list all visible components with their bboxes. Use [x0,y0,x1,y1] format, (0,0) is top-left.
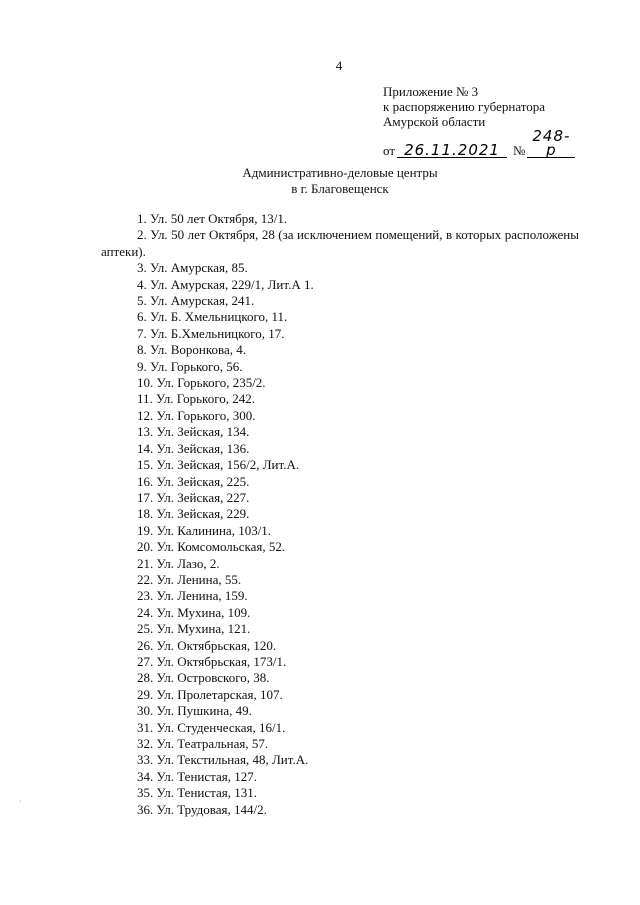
list-item-text: 31. Ул. Студенческая, 16/1. [137,719,286,735]
list-item-text: 5. Ул. Амурская, 241. [137,293,255,309]
list-item [101,802,579,818]
list-item-text: 6. Ул. Б. Хмельницкого, 11. [137,309,288,325]
appendix-block [383,84,575,158]
list-item [101,670,579,686]
list-item [101,736,579,752]
list-item-text: 30. Ул. Пушкина, 49. [137,703,252,719]
list-item-text: 13. Ул. Зейская, 134. [137,424,250,440]
list-item-text: 2. Ул. 50 лет Октября, 28 (за исключением помещений, в которых расположены аптеки). [101,227,579,259]
list-item [101,769,579,785]
list-item-text: 14. Ул. Зейская, 136. [137,440,250,456]
document-subtitle: в г. Благовещенск [291,181,389,196]
list-item-text: 9. Ул. Горького, 56. [137,358,243,374]
list-item-text: 27. Ул. Октябрьская, 173/1. [137,653,287,669]
list-item-text: 16. Ул. Зейская, 225. [137,473,250,489]
list-item-text: 26. Ул. Октябрьская, 120. [137,637,277,653]
list-item-text: 20. Ул. Комсомольская, 52. [137,539,286,555]
appendix-line-1: Приложение № 3 [383,84,479,99]
list-item-text: 19. Ул. Калинина, 103/1. [137,522,272,538]
list-item-text: 21. Ул. Лазо, 2. [137,555,220,571]
list-item [101,687,579,703]
list-item-text: 33. Ул. Текстильная, 48, Лит.А. [137,752,309,768]
list-item-text: 7. Ул. Б.Хмельницкого, 17. [137,325,285,341]
list-item [101,605,579,621]
list-item [101,391,579,407]
list-item [101,227,579,260]
list-item-text: 11. Ул. Горького, 242. [137,391,255,407]
list-item [101,474,579,490]
list-item-text: 15. Ул. Зейская, 156/2, Лит.А. [137,457,300,473]
list-item [101,572,579,588]
handwritten-number: 248-р [527,129,575,158]
appendix-line-2: к распоряжению губернатора [383,99,546,114]
list-item-text: 12. Ул. Горького, 300. [137,407,256,423]
list-item [101,309,579,325]
list-item-text: 25. Ул. Мухина, 121. [137,621,251,637]
list-item-text: 4. Ул. Амурская, 229/1, Лит.А 1. [137,276,314,292]
address-list [101,211,579,818]
page-number: 4 [335,58,343,73]
list-item-text: 35. Ул. Тенистая, 131. [137,785,257,801]
from-label: от [383,143,396,158]
list-item-text: 1. Ул. 50 лет Октября, 13/1. [137,211,288,226]
list-item [101,326,579,342]
number-label: № [513,143,526,158]
list-item [101,638,579,654]
list-item [101,506,579,522]
list-item-text: 10. Ул. Горького, 235/2. [137,375,266,391]
list-item-text: 36. Ул. Трудовая, 144/2. [137,801,267,817]
margin-mark: · [19,797,22,806]
list-item-text: 23. Ул. Ленина, 159. [137,588,248,604]
list-item [101,424,579,440]
list-item [101,523,579,539]
list-item [101,621,579,637]
list-item [101,375,579,391]
list-item [101,785,579,801]
list-item-text: 34. Ул. Тенистая, 127. [137,768,257,784]
list-item [101,654,579,670]
list-item-text: 22. Ул. Ленина, 55. [137,571,242,587]
appendix-line-3: Амурской области [383,114,486,129]
list-item [101,211,579,227]
list-item [101,342,579,358]
list-item [101,260,579,276]
list-item [101,457,579,473]
list-item [101,408,579,424]
handwritten-date: 26.11.2021 [397,143,507,158]
list-item-text: 18. Ул. Зейская, 229. [137,506,250,522]
list-item [101,359,579,375]
list-item [101,720,579,736]
list-item [101,556,579,572]
list-item [101,441,579,457]
list-item-text: 29. Ул. Пролетарская, 107. [137,686,283,702]
document-title: Административно-деловые центры [242,165,438,180]
list-item [101,539,579,555]
list-item [101,293,579,309]
list-item-text: 8. Ул. Воронкова, 4. [137,342,246,358]
list-item [101,277,579,293]
list-item-text: 32. Ул. Театральная, 57. [137,736,269,751]
list-item-text: 3. Ул. Амурская, 85. [137,260,248,276]
list-item [101,752,579,768]
list-item-text: 24. Ул. Мухина, 109. [137,604,251,620]
list-item [101,588,579,604]
list-item-text: 28. Ул. Островского, 38. [137,670,270,686]
list-item [101,490,579,506]
list-item [101,703,579,719]
list-item-text: 17. Ул. Зейская, 227. [137,489,250,505]
appendix-signature-line [383,129,575,158]
